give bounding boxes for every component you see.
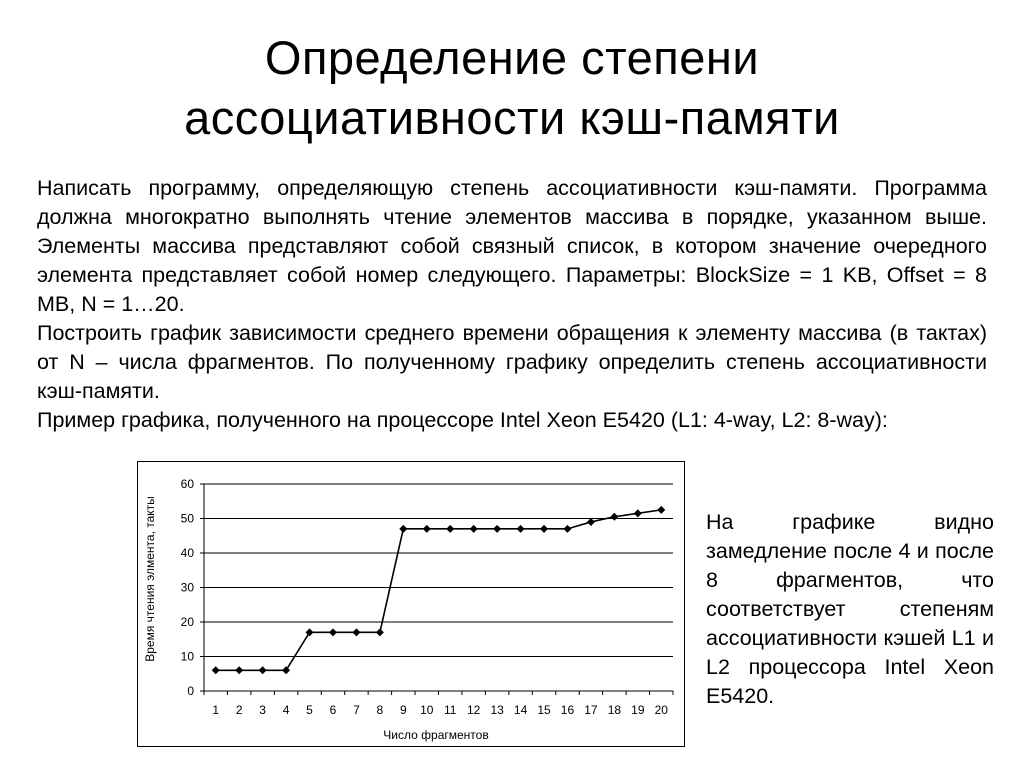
title-line-1: Определение степени: [264, 31, 760, 84]
line-chart: [138, 462, 684, 746]
data-point: [470, 525, 478, 533]
data-point: [423, 525, 431, 533]
y-tick-label: 50: [180, 511, 194, 526]
x-tick-label: 13: [490, 703, 504, 717]
x-tick-label: 15: [537, 703, 551, 717]
y-tick-label: 0: [187, 684, 194, 698]
data-point: [563, 525, 571, 533]
x-axis-label: Число фрагментов: [383, 728, 489, 742]
slide-title: [0, 28, 1024, 148]
x-tick-label: 20: [654, 703, 668, 717]
y-tick-label: 30: [180, 580, 194, 595]
data-point: [235, 666, 243, 674]
data-point: [657, 506, 665, 514]
y-tick-label: 60: [180, 477, 194, 491]
task-description: [37, 174, 987, 435]
data-point: [399, 525, 407, 533]
x-tick-label: 10: [420, 703, 434, 717]
x-tick-label: 8: [376, 703, 384, 717]
x-tick-label: 16: [560, 703, 575, 717]
data-point: [282, 666, 290, 674]
paragraph-task: Написать программу, определяющую степень ассоциативности кэш-памяти. Программа должна многократно выполнять чтение элементов массива в порядке, указанном выше. Элементы массива представляют собой связный список, в котором значение очередного элемента представляет собой номер следующего. Параметры: BlockSize = 1 KB, Offset = 8 MB, N = 1…20.: [37, 176, 987, 316]
data-point: [212, 666, 220, 674]
paragraph-plot: Построить график зависимости среднего времени обращения к элементу массива (в тактах) от N – числа фрагментов. По полученному графику определить степень ассоциативности кэш-памяти.: [37, 321, 987, 403]
data-point: [517, 525, 525, 533]
data-point: [610, 513, 618, 521]
series-line: [216, 510, 662, 670]
title-line-2: ассоциативности кэш-памяти: [184, 91, 840, 144]
data-point: [376, 628, 384, 636]
y-axis-label: Время чтения элмента, такты: [143, 496, 157, 662]
x-tick-label: 3: [259, 703, 266, 717]
x-tick-label: 14: [513, 703, 528, 717]
x-tick-label: 17: [584, 703, 598, 717]
data-point: [540, 525, 548, 533]
x-tick-label: 7: [353, 703, 360, 717]
data-point: [259, 666, 267, 674]
y-tick-label: 20: [180, 615, 194, 629]
x-tick-label: 4: [282, 703, 290, 717]
y-tick-label: 40: [180, 546, 194, 560]
data-point: [352, 628, 360, 636]
data-point: [329, 628, 337, 636]
chart-frame: [137, 461, 685, 747]
x-tick-label: 1: [212, 703, 220, 717]
data-point: [493, 525, 501, 533]
data-point: [587, 518, 595, 526]
x-tick-label: 19: [631, 703, 645, 717]
x-tick-label: 18: [607, 703, 622, 717]
x-tick-label: 11: [443, 703, 457, 717]
x-tick-label: 6: [329, 703, 337, 717]
data-point: [306, 628, 314, 636]
x-tick-label: 12: [466, 703, 481, 717]
chart-conclusion: На графике видно замедление после 4 и после 8 фрагментов, что соответствует степеням ассоциативности кэшей L1 и L2 процессора Intel Xeon E5420.: [706, 510, 994, 708]
data-point: [634, 509, 642, 517]
paragraph-example: Пример графика, полученного на процессоре Intel Xeon E5420 (L1: 4-way, L2: 8-way):: [37, 408, 888, 432]
data-point: [446, 525, 454, 533]
y-tick-label: 10: [180, 649, 194, 664]
x-tick-label: 5: [306, 703, 313, 717]
x-tick-label: 9: [399, 703, 407, 717]
x-tick-label: 2: [235, 703, 243, 717]
